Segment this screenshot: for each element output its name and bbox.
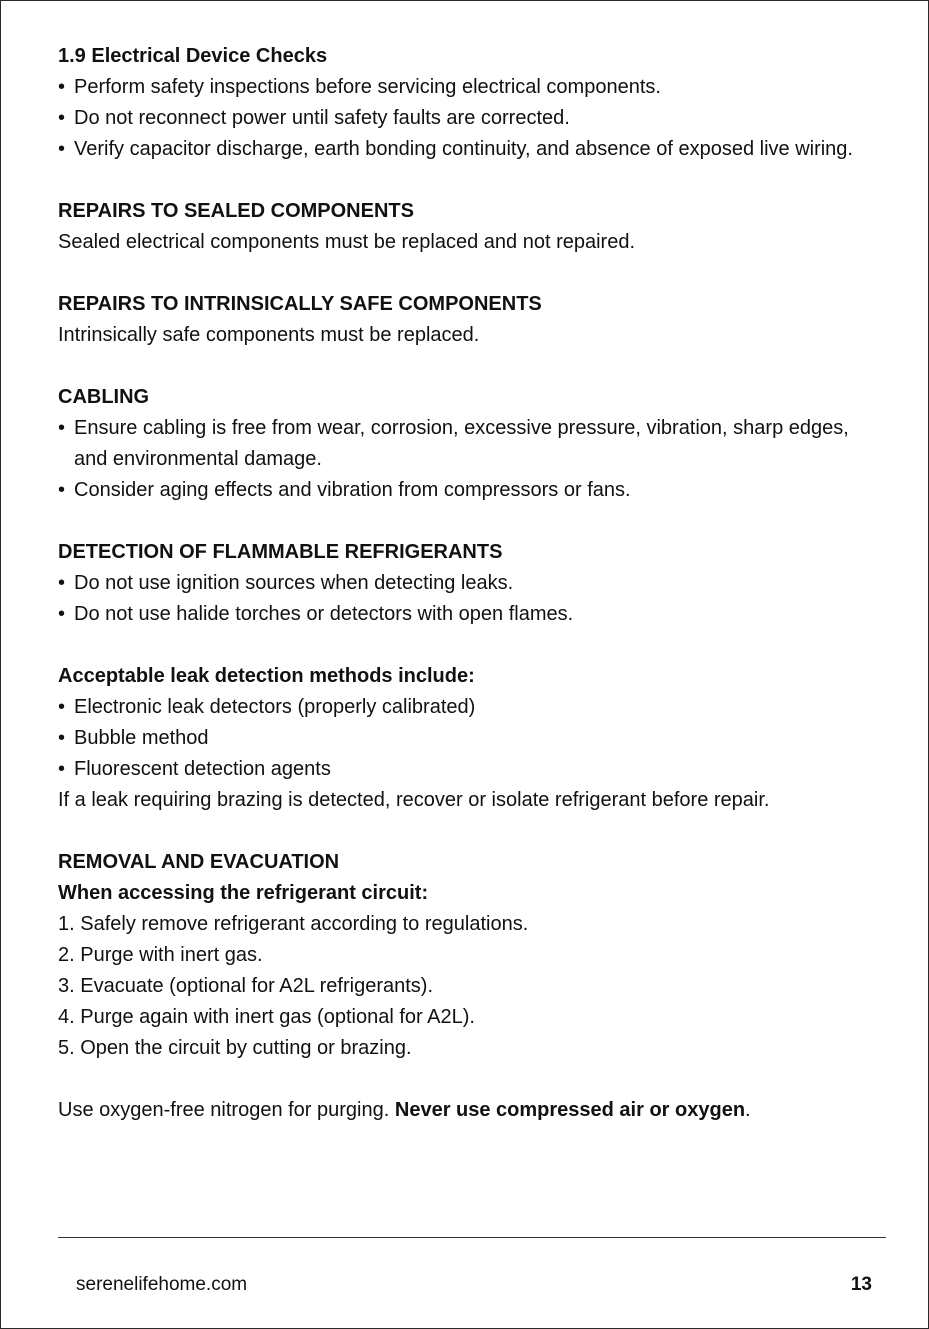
section-heading-removal: REMOVAL AND EVACUATION [58,851,340,873]
list-item: • Verify capacitor discharge, earth bonding continuity, and absence of exposed live wiring. [58,134,878,165]
step-item: 5. Open the circuit by cutting or brazing. [58,1037,412,1059]
page-number: 13 [850,1274,872,1295]
section-heading-cabling: CABLING [58,386,150,408]
page-content [58,41,878,1126]
step-item: 1. Safely remove refrigerant according to regulations. [58,913,529,935]
bullet-icon: • [58,572,66,594]
section-heading-methods: Acceptable leak detection methods include: [58,665,475,687]
list-item: • Bubble method [58,723,878,754]
list-item: • Perform safety inspections before servicing electrical components. [58,72,878,103]
list-item: • Do not reconnect power until safety faults are corrected. [58,103,878,134]
section-heading-sealed: REPAIRS TO SEALED COMPONENTS [58,200,414,222]
bullet-icon: • [58,76,66,98]
bullet-icon: • [58,479,66,501]
warning-text: Never use compressed air or oxygen [394,1099,746,1121]
list-item: • Electronic leak detectors (properly calibrated) [58,692,878,723]
section-heading-electrical: 1.9 Electrical Device Checks [58,45,328,67]
list-item: • Do not use ignition sources when detecting leaks. [58,568,878,599]
list-item: • Ensure cabling is free from wear, corrosion, excessive pressure, vibration, sharp edges, and environmental damage. [58,413,878,475]
bullet-icon: • [58,758,66,780]
bullet-icon: • [58,727,66,749]
bullet-icon: • [58,107,66,129]
bullet-icon: • [58,696,66,718]
section-heading-intrinsic: REPAIRS TO INTRINSICALLY SAFE COMPONENTS [58,293,542,315]
step-item: 3. Evacuate (optional for A2L refrigerants). [58,975,434,997]
list-item: • Consider aging effects and vibration from compressors or fans. [58,475,878,506]
step-item: 2. Purge with inert gas. [58,944,263,966]
paragraph: Sealed electrical components must be replaced and not repaired. [58,231,636,253]
list-item: • Fluorescent detection agents [58,754,878,785]
bullet-icon: • [58,138,66,160]
bullet-icon: • [58,417,66,439]
footer-divider [58,1237,886,1238]
list-item: • Do not use halide torches or detectors with open flames. [58,599,878,630]
paragraph: Intrinsically safe components must be replaced. [58,324,480,346]
bullet-icon: • [58,603,66,625]
footer-website: serenelifehome.com [76,1274,248,1295]
subheading: When accessing the refrigerant circuit: [58,882,429,904]
final-paragraph: Use oxygen-free nitrogen for purging. Never use compressed air or oxygen. [58,1099,751,1121]
section-heading-detection: DETECTION OF FLAMMABLE REFRIGERANTS [58,541,503,563]
step-item: 4. Purge again with inert gas (optional for A2L). [58,1006,475,1028]
paragraph: If a leak requiring brazing is detected, recover or isolate refrigerant before repair. [58,789,770,811]
